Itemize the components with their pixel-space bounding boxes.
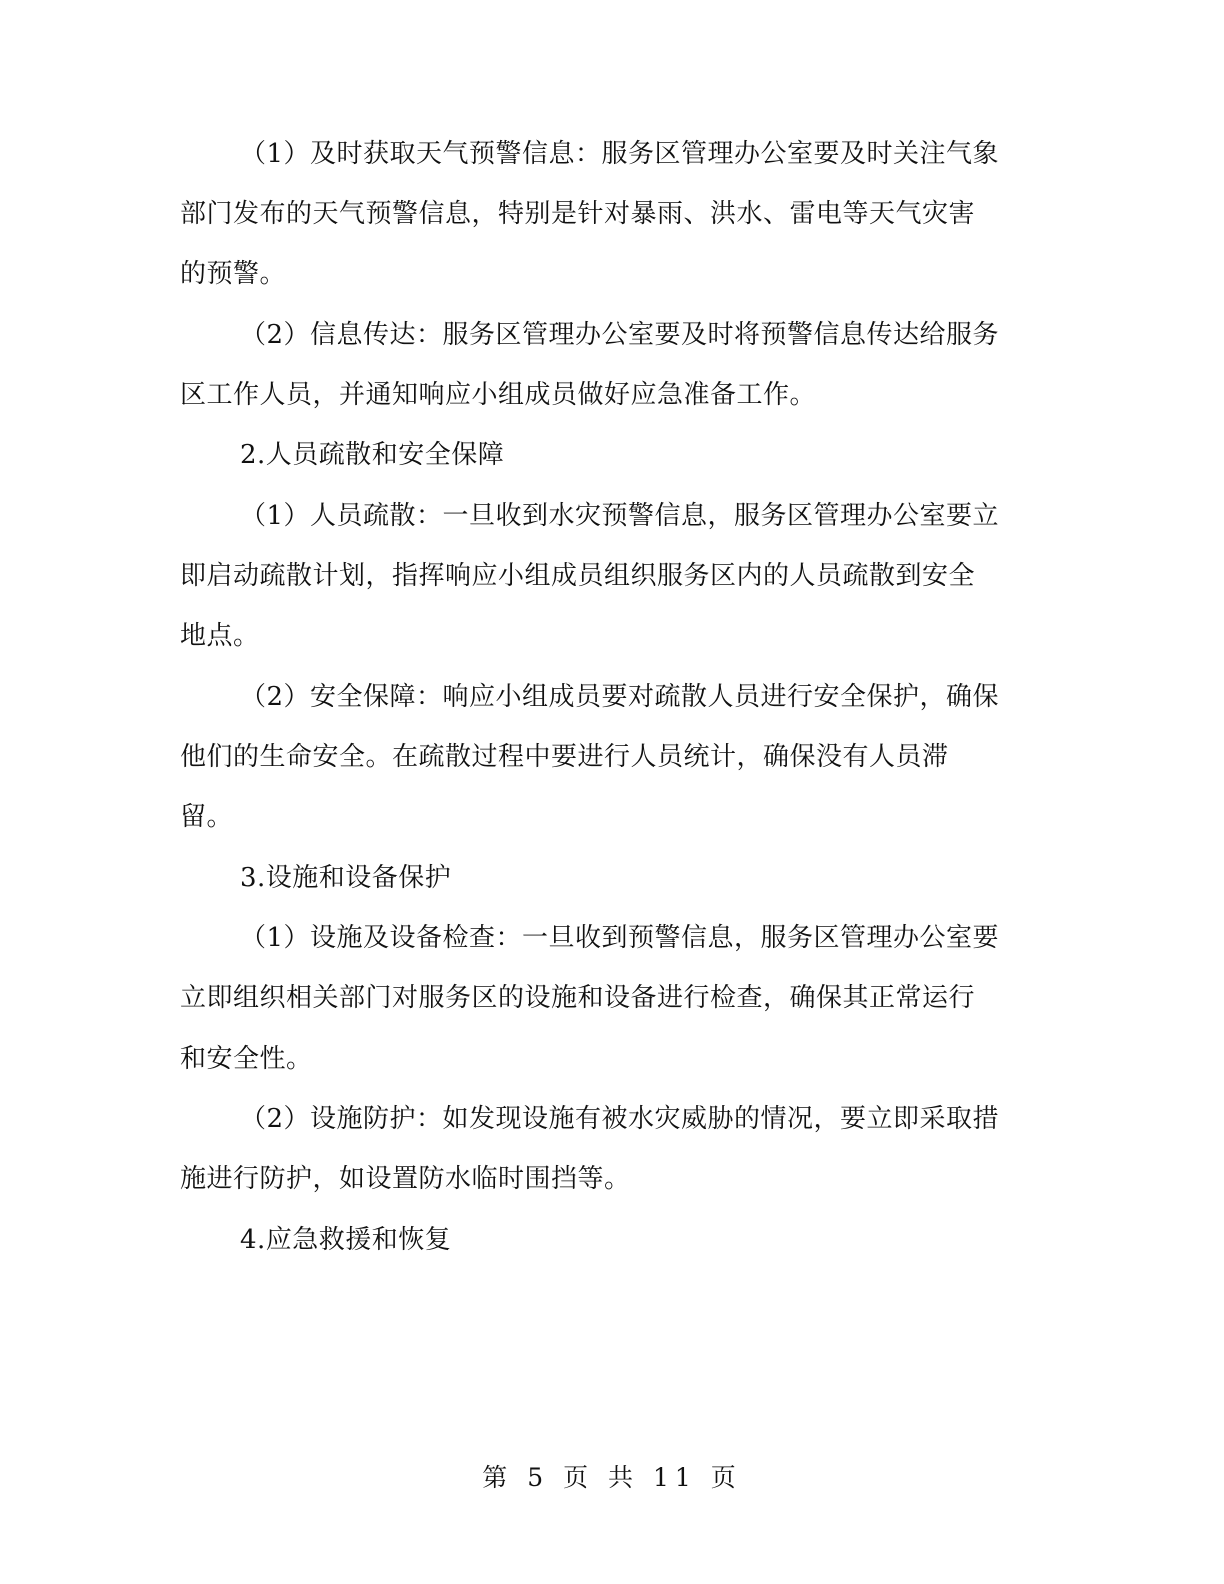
paragraph-1-line-3: 的预警。: [180, 259, 287, 289]
paragraph-3-line-3: 地点。: [180, 621, 260, 651]
paragraph-1-line-2: 部门发布的天气预警信息，特别是针对暴雨、洪水、雷电等天气灾害: [180, 199, 976, 229]
page-number-footer: 第 5 页 共 11 页: [482, 1463, 742, 1492]
paragraph-5-line-3: 和安全性。: [180, 1044, 313, 1074]
paragraph-1-line-1: （1）及时获取天气预警信息：服务区管理办公室要及时关注气象: [240, 139, 1000, 169]
paragraph-4-line-1: （2）安全保障：响应小组成员要对疏散人员进行安全保护，确保: [240, 682, 1000, 712]
paragraph-2-line-1: （2）信息传达：服务区管理办公室要及时将预警信息传达给服务: [240, 320, 1000, 350]
paragraph-3-line-2: 即启动疏散计划，指挥响应小组成员组织服务区内的人员疏散到安全: [180, 561, 976, 591]
section-heading-4: 4.应急救援和恢复: [240, 1225, 452, 1255]
paragraph-6-line-2: 施进行防护，如设置防水临时围挡等。: [180, 1164, 631, 1194]
paragraph-3-line-1: （1）人员疏散：一旦收到水灾预警信息，服务区管理办公室要立: [240, 501, 1000, 531]
paragraph-4-line-3: 留。: [180, 802, 234, 832]
paragraph-4-line-2: 他们的生命安全。在疏散过程中要进行人员统计，确保没有人员滞: [180, 742, 949, 772]
section-heading-3: 3.设施和设备保护: [240, 863, 452, 893]
paragraph-6-line-1: （2）设施防护：如发现设施有被水灾威胁的情况，要立即采取措: [240, 1104, 1000, 1134]
paragraph-5-line-1: （1）设施及设备检查：一旦收到预警信息，服务区管理办公室要: [240, 923, 1000, 953]
paragraph-2-line-2: 区工作人员，并通知响应小组成员做好应急准备工作。: [180, 380, 817, 410]
paragraph-5-line-2: 立即组织相关部门对服务区的设施和设备进行检查，确保其正常运行: [180, 983, 976, 1013]
section-heading-2: 2.人员疏散和安全保障: [240, 440, 505, 470]
